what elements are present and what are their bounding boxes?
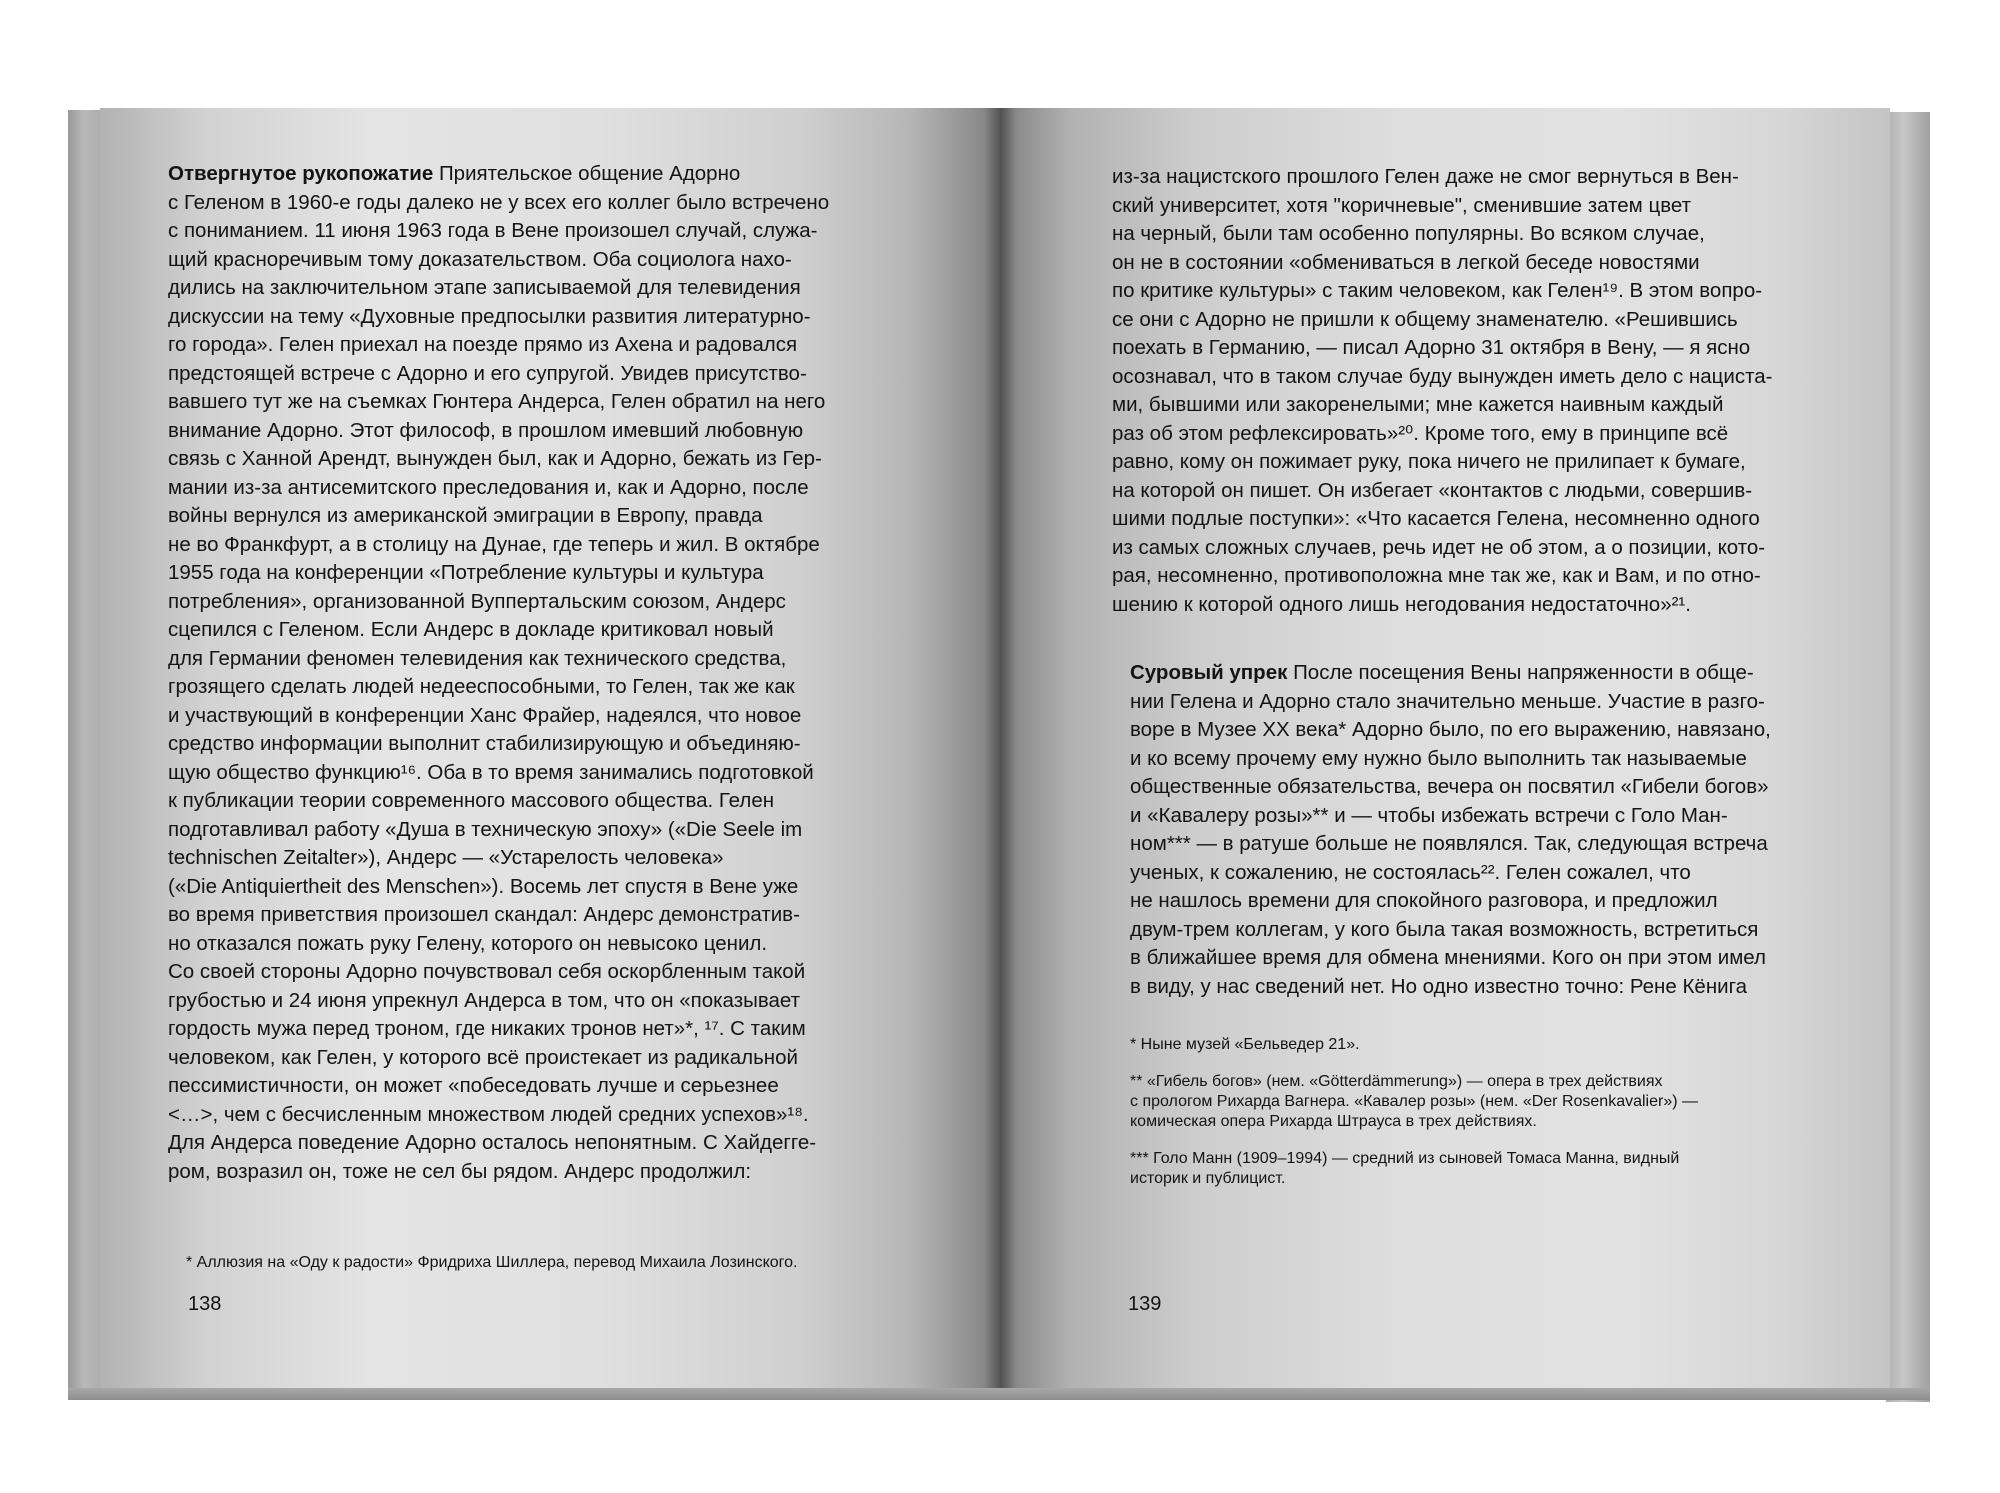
page-number-right: 139 [1128,1293,1162,1315]
left-page-body [168,160,928,1186]
right-page [1000,108,1890,1388]
page-stack-right-edge [1886,112,1930,1402]
page-number-left: 138 [188,1293,222,1315]
left-page [100,108,1000,1388]
right-paragraph-2-text: После посещения Вены напряженности в обще- нии Гелена и Адорно стало значительно меньше. Участие в разго- воре в Музее XX века* Адорно было, по его выражению, навязано, и ко всему прочему ему нужно было выполнить так называемые общественные обязательства, вечера он посвятил «Гибели богов» и «Кавалеру розы»** и — чтобы избежать встречи с Голо Ман- ном*** — в ратуше больше не появлялся. Так, следующая встреча ученых, к сожалению, не состоялась²². Гелен сожалел, что не нашлось времени для спокойного разговора, и предложил двум-трем коллегам, у кого была такая возможность, встретиться в ближайшее время для обмена мнениями. Кого он при этом имел в виду, у нас сведений нет. Но одно известно точно: Рене Кёнига [1130,661,1771,998]
page-stack-bottom-right [1000,1388,1930,1400]
right-page-body [1112,163,1852,1206]
right-paragraph-1: из-за нацистского прошлого Гелен даже не смог вернуться в Вен- ский университет, хотя "коричневые", сменившие затем цвет на черный, были там особенно популярны. Во всяком случае, он не в состоянии «обмениваться в легкой беседе новостями по критике культуры» с таким человеком, как Гелен¹⁹. В этом вопро- се они с Адорно не пришли к общему знаменателю. «Решившись поехать в Германию, — писал Адорно 31 октября в Вену, — я ясно осознавал, что в таком случае буду вынужден иметь дело с нациста- ми, бывшими или закоренелыми; мне кажется наивным каждый раз об этом рефлексировать»²⁰. Кроме того, ему в принципе всё равно, кому он пожимает руку, пока ничего не прилипает к бумаге, на которой он пишет. Он избегает «контактов с людьми, совершив- шими подлые поступки»: «Что касается Гелена, несомненно одного из самых сложных случаев, речь идет не об этом, а о позиции, кото- рая, несомненно, противоположна мне так же, как и Вам, и по отно- шению к которой одного лишь негодования недостаточно»²¹. [1112,165,1773,616]
section-heading-rejected-handshake: Отвергнутое рукопожатие [168,162,434,185]
left-paragraph [168,160,928,1186]
left-paragraph-text: Приятельское общение Адорно с Геленом в 1960-е годы далеко не у всех его коллег было встречено с пониманием. 11 июня 1963 года в Вене произошел случай, служа- щий красноречивым тому доказательством. Оба социолога нахо- дились на заключительном этапе записываемой для телевидения дискуссии на тему «Духовные предпосылки развития литературно- го города». Гелен приехал на поезде прямо из Ахена и радовался предстоящей встрече с Адорно и его супругой. Увидев присутство- вавшего тут же на съемках Гюнтера Андерса, Гелен обратил на него внимание Адорно. Этот философ, в прошлом имевший любовную связь с Ханной Арендт, вынужден был, как и Адорно, бежать из Гер- мании из-за антисемитского преследования и, как и Адорно, после войны вернулся из американской эмиграции в Европу, правда не во Франкфурт, а в столицу на Дунае, где теперь и жил. В октябре 1955 года на конференции «Потребление культуры и культура потребления», организованной Вуппертальским союзом, Андерс сцепился с Геленом. Если Андерс в докладе критиковал новый для Германии феномен телевидения как технического средства, грозящего сделать людей недееспособными, то Гелен, так же как и участвующий в конференции Ханс Фрайер, надеялся, что новое средство информации выполнит стабилизирующую и объединяю- щую общество функцию¹⁶. Оба в то время занимались подготовкой к публикации теории современного массового общества. Гелен подготавливал работу «Душа в техническую эпоху» («Die Seele im technischen Zeitalter»), Андерс — «Устарелость человека» («Die Antiquiertheit des Menschen»). Восемь лет спустя в Вене уже во время приветствия произошел скандал: Андерс демонстратив- но отказался пожать руку Гелену, которого он невысоко ценил. Со своей стороны Адорно почувствовал себя оскорбленным такой грубостью и 24 июня упрекнул Андерса в том, что он «показывает гордость мужа перед троном, где никаких тронов нет»*, ¹⁷. С таким человеком, как Гелен, у которого всё проистекает из радикальной пессимистичности, он может «побеседовать лучше и серьезнее <…>, чем с бесчисленным множеством людей средних успехов»¹⁸. Для Андерса поведение Адорно осталось непонятным. С Хайдегге- ром, возразил он, тоже не сел бы рядом. Андерс продолжил: [168,162,830,1183]
page-stack-bottom-left [68,1388,1000,1400]
footnote-item: * Ныне музей «Бельведер 21». [1130,1036,1360,1053]
left-footnote: * Аллюзия на «Оду к радости» Фридриха Шиллера, перевод Михаила Лозинского. [186,1254,798,1271]
footnote-item: ** «Гибель богов» (нем. «Götterdämmerung») — опера в трех действиях с прологом Рихарда Вагнера. «Кавалер розы» (нем. «Der Rosenkavalier») — комическая опера Рихарда Штрауса в трех действиях. [1130,1073,1699,1130]
section-heading-harsh-reproach: Суровый упрек [1130,661,1288,684]
book-gutter [985,108,1015,1388]
right-paragraph-2 [1112,659,1852,1001]
right-footnotes [1112,1035,1852,1189]
footnote-item: *** Голо Манн (1909–1994) — средний из сыновей Томаса Манна, видный историк и публицист. [1130,1150,1680,1187]
